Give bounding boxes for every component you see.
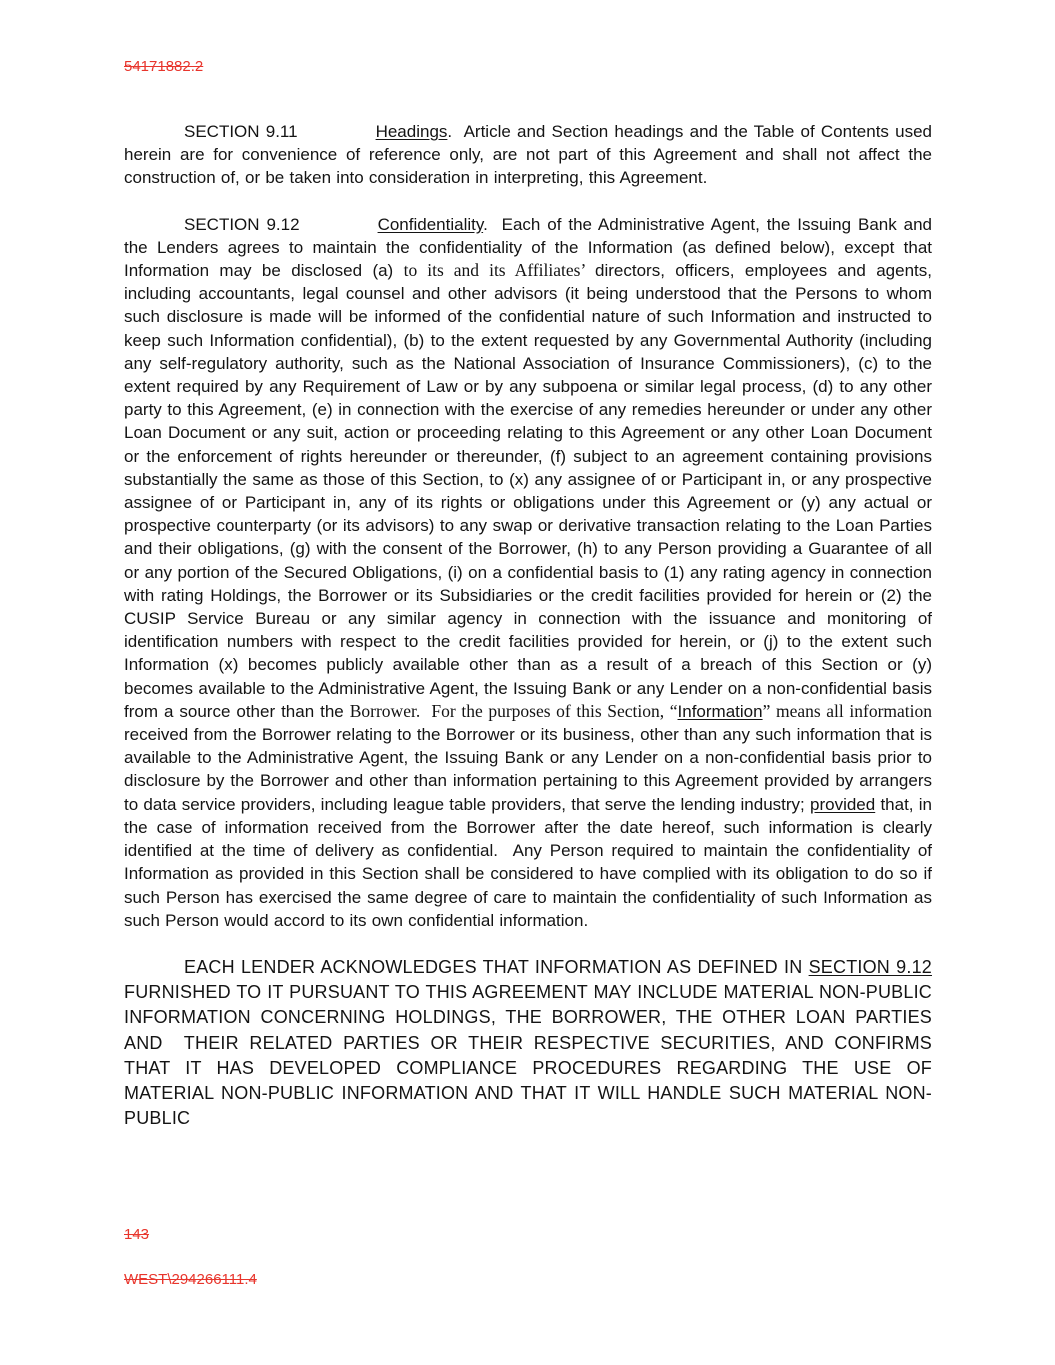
text-run: SECTION 9.12 [184,214,300,234]
text-run: directors, officers, employees and agents, including accountants, legal counsel and other advisors (it being understood that the Persons to whom such disclosure is made will be informed of the confidential nature of such Information and instructed to keep such Information confidential), (b) to the extent requested by any Governmental Authority (including any self-regulatory authority, such as the National Association of Insurance Commissioners), (c) to the extent required by any Requirement of Law or by any subpoena or similar legal process, (d) to any other party to this Agreement, (e) in connection with the exercise of any remedies hereunder or under any other Loan Document or any suit, action or proceeding relating to this Agreement or any other Loan Document or the enforcement of rights hereunder or thereunder, (f) subject to an agreement containing provisions substantially the same as those of this Section, to (x) any assignee of or Participant in, or any prospective assignee of or Participant in, any of its rights or obligations under this Agreement or (y) any actual or prospective counterparty (or its advisors) to any swap or derivative transaction relating to the Loan Parties and their obligations, (g) with the consent of the Borrower, (h) to any Person providing a Guarantee of all or any portion of the Secured Obligations, (i) on a confidential basis to (1) any rating agency in connection with rating Holdings, the Borrower or its Subsidiaries or the credit facilities provided for herein or (2) the CUSIP Service Bureau or any similar agency in connection with the issuance and monitoring of identification numbers with respect to the credit facilities provided for herein, or (j) to the extent such Information (x) becomes publicly available other than as a result of a breach of this Section or (y) becomes available to the Administrative Agent, the Issuing Bank or any Lender on a non-confidential basis from a source other than the [124,261,932,721]
text-run: SECTION 9.11 [184,122,298,141]
paragraph-section-9-12-confidentiality [124,213,932,932]
text-run: Confidentiality [377,214,484,234]
text-run: received from the Borrower relating to the Borrower or its business, other than any such information that is available to the Administrative Agent, the Issuing Bank or any Lender on a non-confidential basis prior to disclosure by the Borrower and other than information pertaining to this Agreement provided by arrangers to data service providers, including league table providers, that serve the lending industry; [124,725,932,814]
text-run: provided [810,794,876,814]
text-run: . Each of the Administrative Agent, the Issuing Bank and the Lenders agrees to maintain the confidentiality of the Information (as defined below), except that Information may be disclosed (a) [124,214,933,281]
paragraph-lender-acknowledgement [124,955,932,1131]
doc-control-number: 54171882.2 [124,58,204,75]
text-run: ” means all information [762,700,933,721]
text-run: EACH LENDER ACKNOWLEDGES THAT INFORMATION AS DEFINED IN [184,956,809,977]
text-run: that, in the case of information received from the Borrower after the date hereof, such information is clearly identified at the time of delivery as confidential. Any Person required to maintain the confidentiality of Information as provided in this Section shall be considered to have complied with its obligation to do so if such Person has exercised the same degree of care to maintain the confidentiality of such Information as such Person would accord to its own confidential information. [124,794,932,930]
paragraph-section-9-11-headings [124,120,932,190]
text-run: to its and its Affiliates’ [403,260,596,281]
text-run: FURNISHED TO IT PURSUANT TO THIS AGREEMENT MAY INCLUDE MATERIAL NON-PUBLIC INFORMATION CONCERNING HOLDINGS, THE BORROWER, THE OTHER LOAN PARTIES AND THEIR RELATED PARTIES OR THEIR RESPECTIVE SECURITIES, AND CONFIRMS THAT IT HAS DEVELOPED COMPLIANCE PROCEDURES REGARDING THE USE OF MATERIAL NON-PUBLIC INFORMATION AND THAT IT WILL HANDLE SUCH MATERIAL NON-PUBLIC [124,982,932,1129]
document-body [124,120,932,1131]
text-run: . Article and Section headings and the Table of Contents used herein are for convenience of reference only, are not part of this Agreement and shall not affect the construction of, or be taken into consideration in interpreting, this Agreement. [124,122,932,188]
text-run: Borrower. For the purposes of this Section, “ [349,700,678,721]
text-run: Headings [375,122,448,141]
text-run: Information [677,701,763,721]
page-number: 143 [124,1226,150,1243]
footer-doc-id: WEST\294266111.4 [124,1271,257,1288]
text-run: SECTION 9.12 [808,956,932,977]
